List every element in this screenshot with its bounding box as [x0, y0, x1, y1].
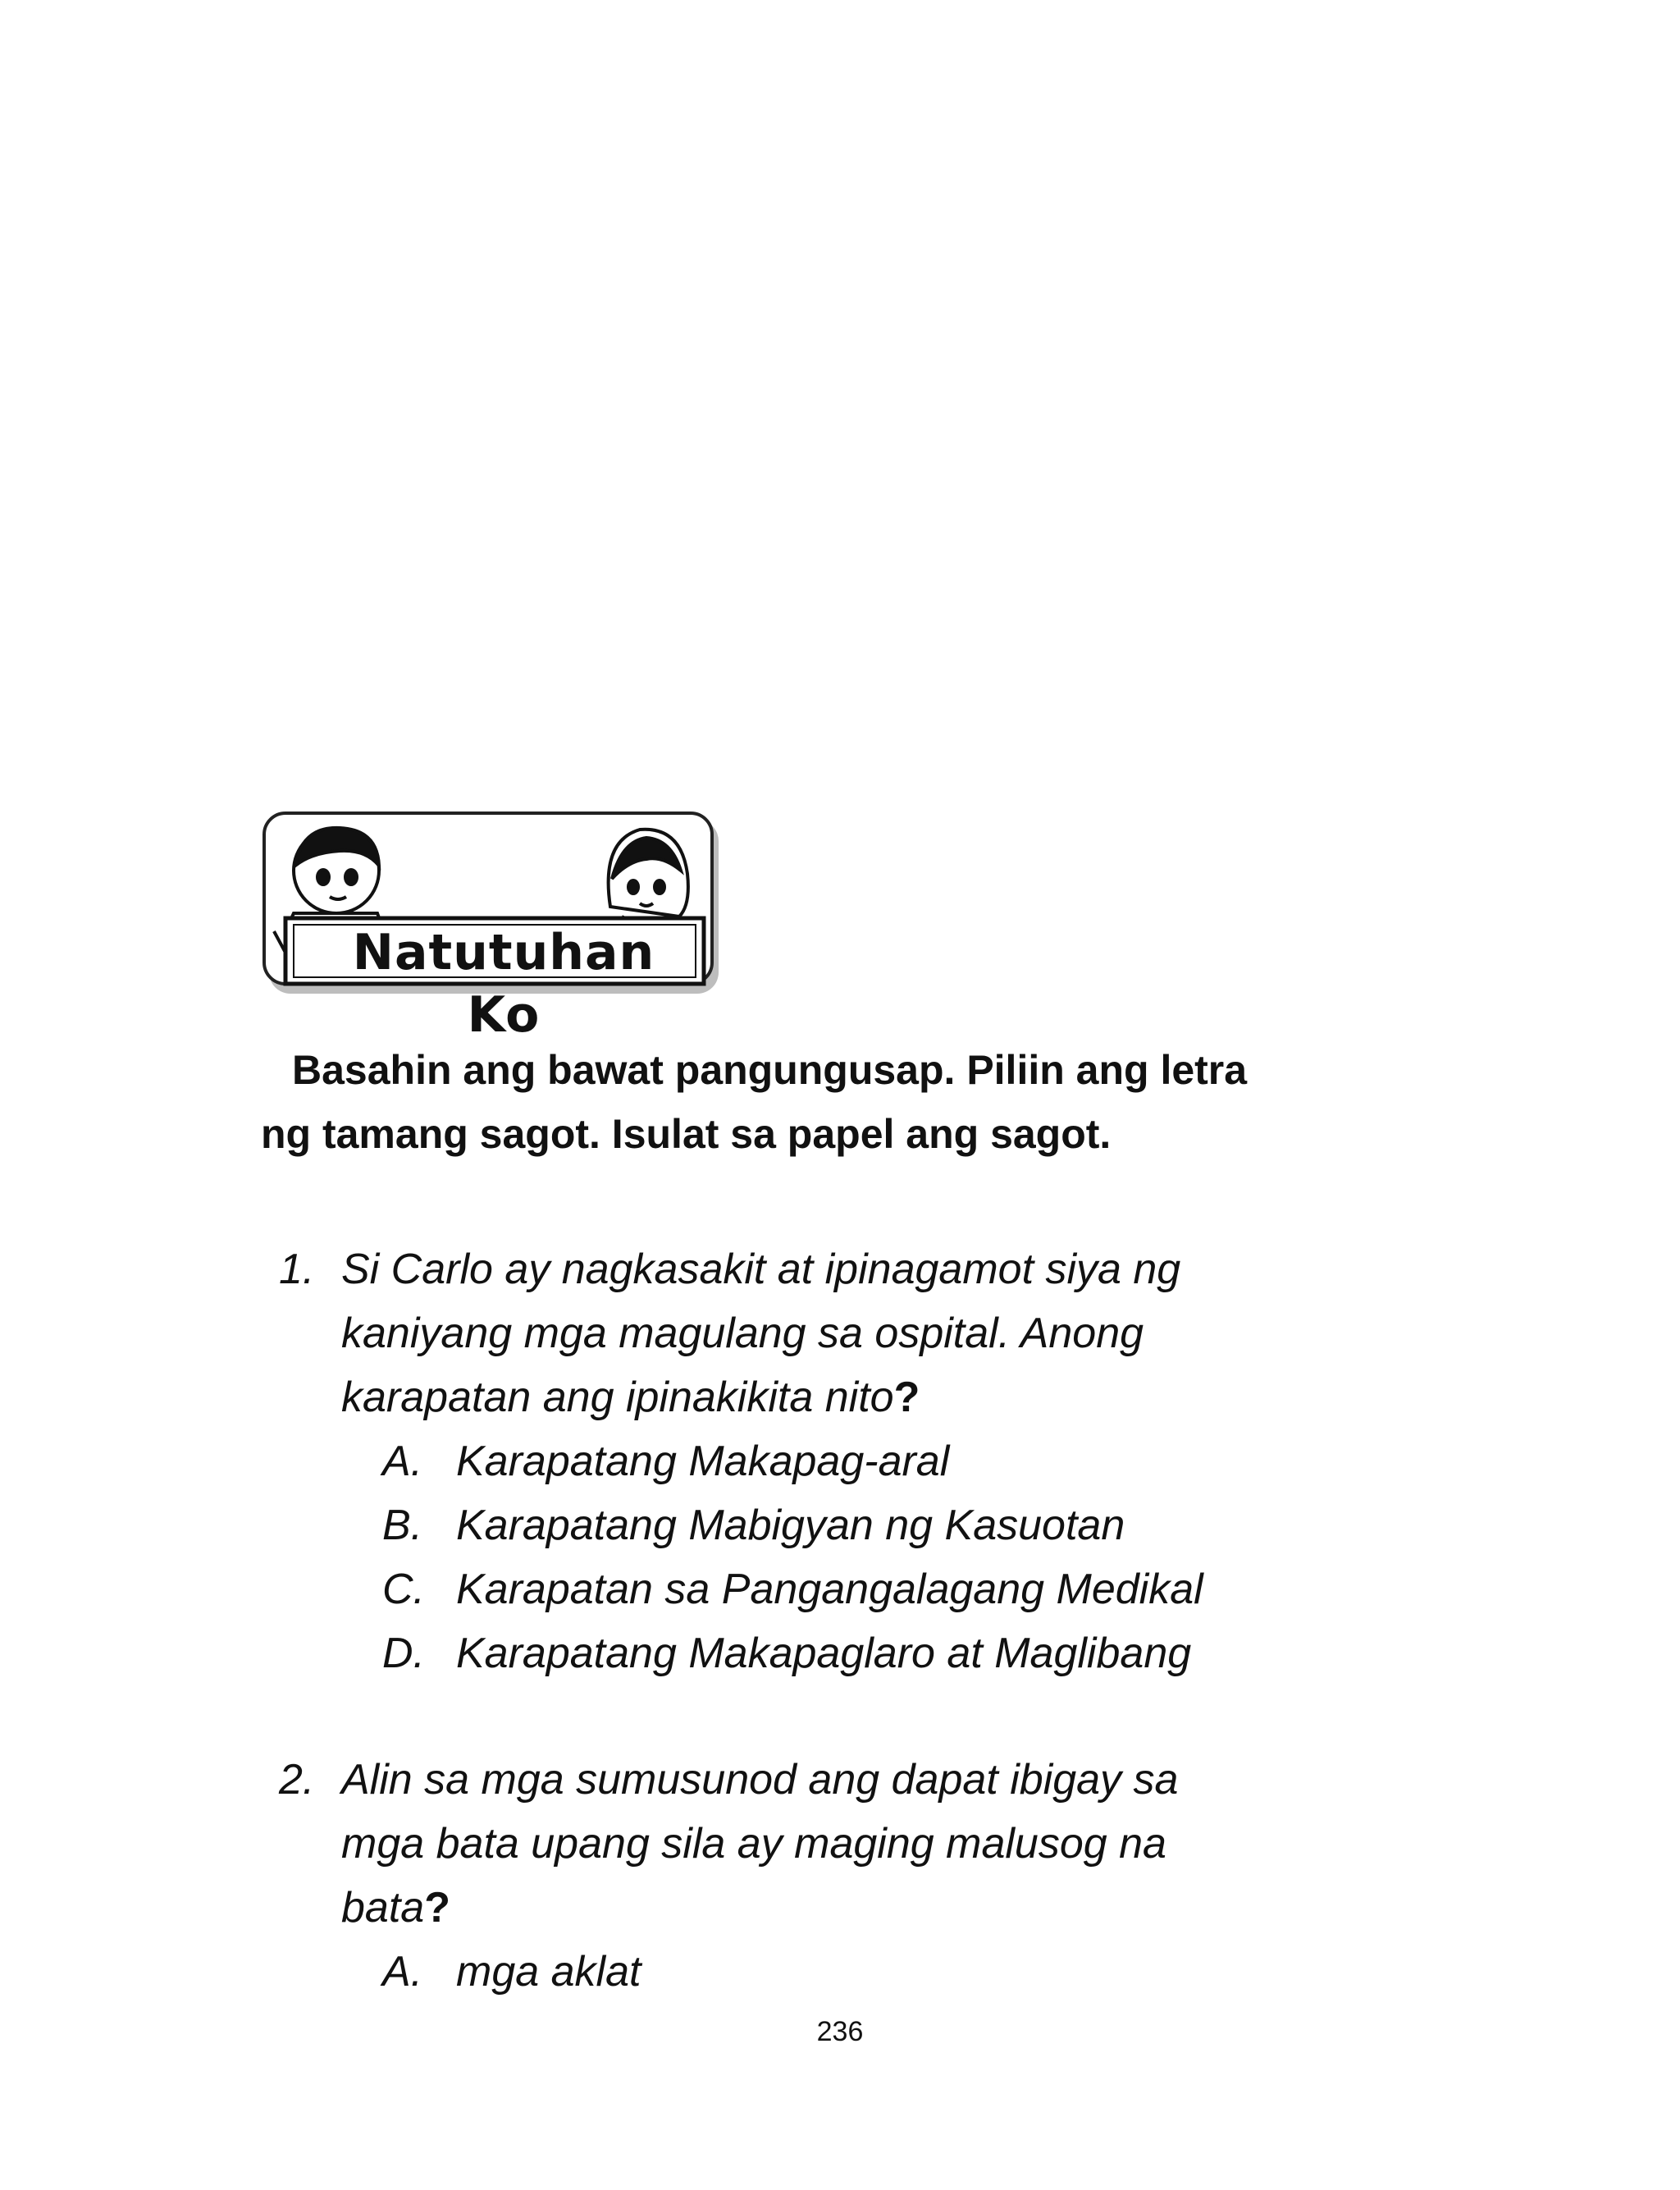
- question-stem-text: karapatan ang ipinakikita nito: [341, 1374, 894, 1421]
- natutuhan-ko-banner: [261, 808, 720, 1044]
- option-letter: C.: [382, 1566, 425, 1613]
- question-number: 1.: [279, 1246, 315, 1293]
- question-stem: [341, 1237, 1424, 1429]
- question-stem: [341, 1748, 1424, 1940]
- instructions: [261, 1038, 1426, 1166]
- question-stem-line: [341, 1876, 1424, 1940]
- option-letter: D.: [382, 1630, 425, 1677]
- question-mark: ?: [424, 1884, 450, 1932]
- instructions-line-1: Basahin ang bawat pangungusap. Piliin ang letra: [292, 1047, 1248, 1093]
- option-letter: A.: [382, 1948, 423, 1996]
- option-text: Karapatan sa Pangangalagang Medikal: [456, 1566, 1203, 1613]
- option-text: Karapatang Makapaglaro at Maglibang: [456, 1630, 1192, 1677]
- question-stem-line: kaniyang mga magulang sa ospital. Anong: [341, 1310, 1144, 1357]
- question-stem-text: bata: [341, 1884, 425, 1932]
- option-text: Karapatang Makapag-aral: [456, 1438, 950, 1485]
- option-text: mga aklat: [456, 1948, 641, 1996]
- banner-label: Natutuhan Ko: [352, 924, 655, 1044]
- question-1: [279, 1237, 1427, 1697]
- question-stem-line: [341, 1365, 1424, 1429]
- question-number: 2.: [279, 1756, 315, 1804]
- question-stem-line: mga bata upang sila ay maging malusog na: [341, 1820, 1166, 1868]
- question-2: [279, 1748, 1427, 2010]
- question-stem-line: Alin sa mga sumusunod ang dapat ibigay sa: [341, 1756, 1179, 1804]
- option-letter: A.: [382, 1438, 423, 1485]
- question-mark: ?: [893, 1374, 920, 1421]
- question-stem-line: Si Carlo ay nagkasakit at ipinagamot siya ng: [341, 1246, 1181, 1293]
- instructions-line-2: ng tamang sagot. Isulat sa papel ang sagot.: [261, 1111, 1112, 1157]
- page-number: 236: [816, 2016, 864, 2047]
- option-letter: B.: [382, 1502, 423, 1549]
- option-text: Karapatang Mabigyan ng Kasuotan: [456, 1502, 1125, 1549]
